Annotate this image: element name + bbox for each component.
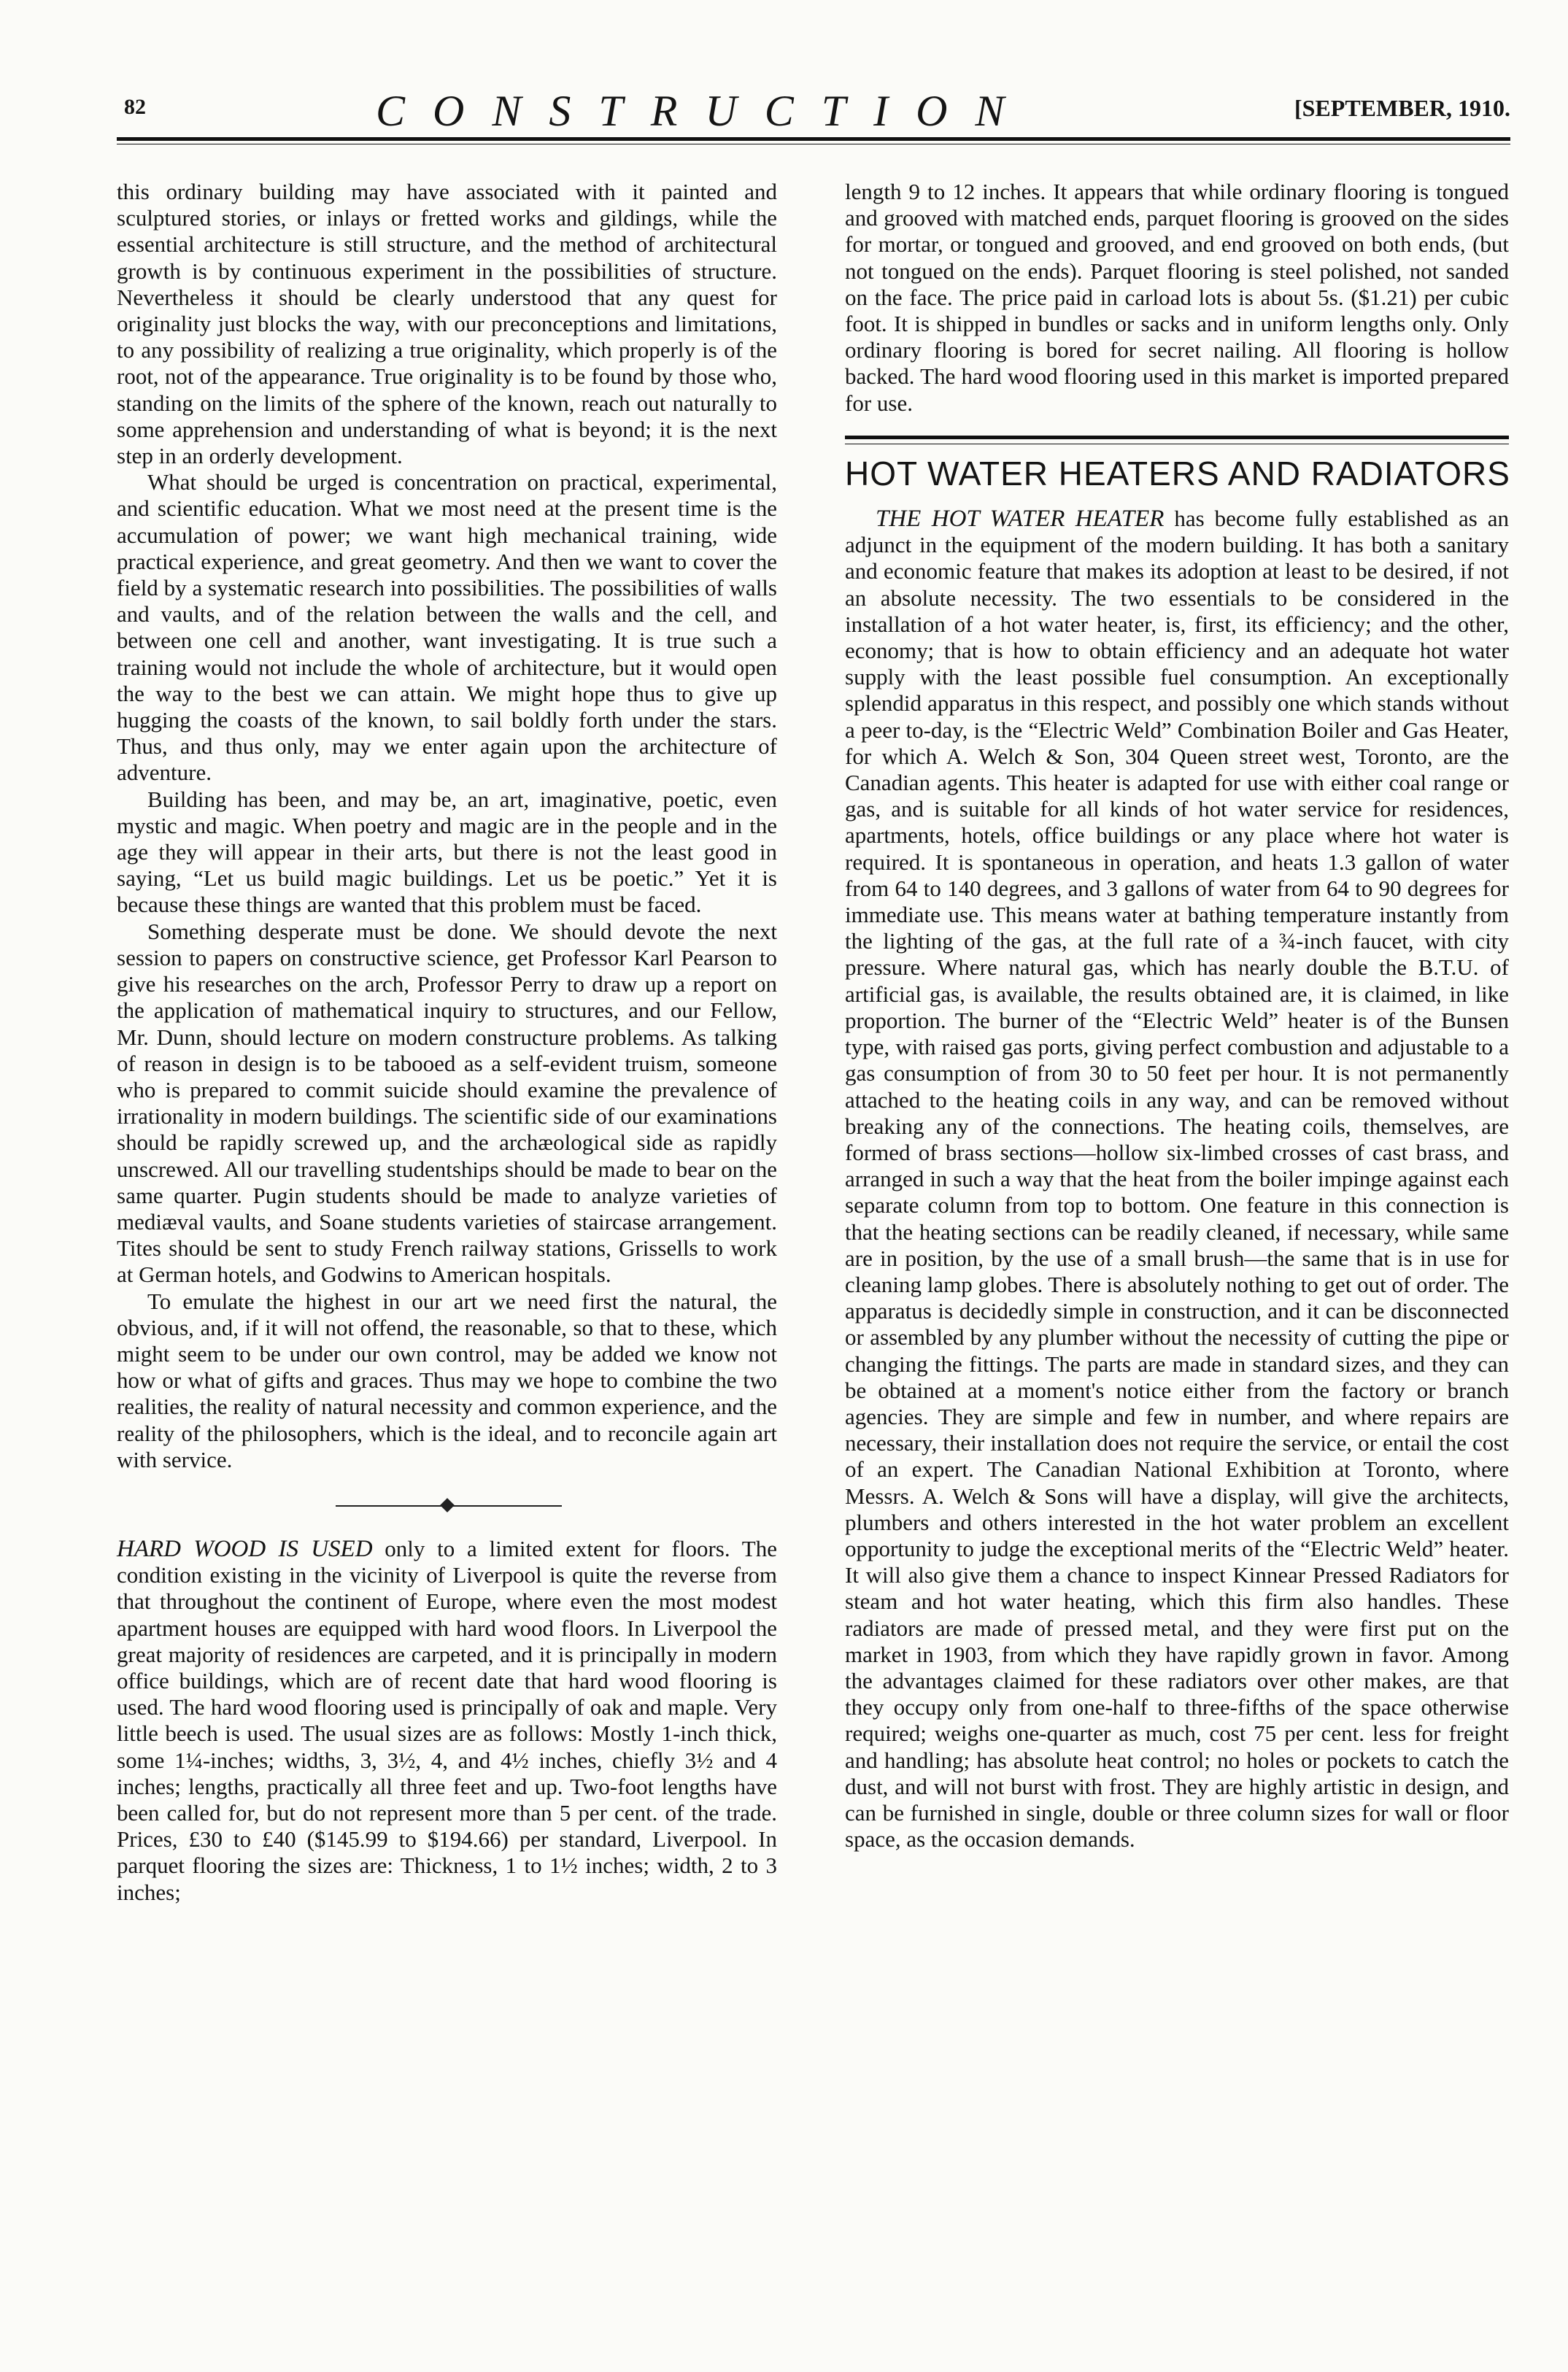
issue-date: [SEPTEMBER, 1910.	[1294, 95, 1510, 121]
page-header	[117, 88, 1510, 139]
heater-article	[845, 506, 1509, 1853]
left-column	[117, 179, 777, 1906]
article-body: has become fully established as an adjunct in the equipment of the modern building. It has both a sanitary and economic feature that makes its adoption at least to be desired, if not an absolute necessity. The two essentials to be considered in the installation of a hot water heater, is, first, its efficiency; and the other, economy; that is how to obtain efficiency and an adequate hot water supply with the least possible fuel consumption. An exceptionally splendid apparatus in this respect, and possibly one which stands without a peer to-day, is the “Electric Weld” Combination Boiler and Gas Heater, for which A. Welch & Son, 304 Queen street west, Toronto, are the Canadian agents. This heater is adapted for use with either coal range or gas, and is suitable for all kinds of hot water service for residences, apartments, hotels, office buildings or any place where hot water is required. It is spontaneous in operation, and heats 1.3 gallon of water from 64 to 140 degrees, and 3 gallons of water from 64 to 90 degrees for immediate use. This means water at bathing temperature instantly from the lighting of the gas, at the full rate of a ¾-inch faucet, with city pressure. Where natural gas, which has nearly double the B.T.U. of artificial gas, is available, the results obtained are, it is claimed, in like proportion. The burner of the “Electric Weld” heater is of the Bunsen type, with raised gas ports, giving perfect combustion and adjustable to a gas consumption of from 30 to 50 feet per hour. It is not permanently attached to the heating coils in any way, and can be removed without breaking any of the connections. The heating coils, themselves, are formed of brass sections—hollow six-limbed crosses of cast brass, and arranged in such a way that the heat from the boiler impinge against each separate column from top to bottom. One feature in this connection is that the heating sections can be readily cleaned, if necessary, while same are in position, by the use of a small brush—the same that is in use for cleaning lamp globes. There is absolutely nothing to get out of order. The apparatus is decidedly simple in construction, and it can be disconnected or assembled by any plumber without the necessity of cutting the pipe or changing the fittings. The parts are made in standard sizes, and they can be obtained at a moment's notice either from the factory or branch agencies. They are simple and few in number, and where repairs are necessary, their installation does not require the service, or entail the cost of an expert. The Canadian National Exhibition at Toronto, where Messrs. A. Welch & Sons will have a display, will give the architects, plumbers and others interested in the hot water problem an excellent opportunity to judge the exceptional merits of the “Electric Weld” heater. It will also give them a chance to inspect Kinnear Pressed Radiators for steam and hot water heating, which this firm also handles. These radiators are made of pressed metal, and they were first put on the market in 1903, from which they have rapidly grown in favor. Among the advantages claimed for these radiators over other makes, are that they occupy only from one-half to three-fifths of the space otherwise required; weighs one-quarter as much, cost 75 per cent. less for freight and handling; has absolute heat control; no holes or pockets to catch the dust, and will not burst with frost. They are highly artistic in design, and can be furnished in single, double or three column sizes for wall or floor space, as the occasion demands.	[845, 506, 1510, 1853]
paragraph: this ordinary building may have associated with it painted and sculptured stories, or inlays or fretted works and gildings, while the essential architecture is still structure, and the method of architectural growth is by continuous experiment in the possibilities of structure. Nevertheless it should be clearly understood that any quest for originality just blocks the way, with our preconceptions and limitations, to any possibility of realizing a true originality, which properly is of the root, not of the appearance. True originality is to be found by those who, standing on the limits of the sphere of the known, reach out naturally to some apprehension and understanding of what is beyond; it is the next step in an orderly development.	[117, 179, 777, 469]
header-rule	[117, 137, 1510, 141]
article-lead: HARD WOOD IS USED	[117, 1535, 373, 1562]
article-separator	[117, 1486, 777, 1524]
magazine-title: CONSTRUCTION	[376, 87, 1032, 135]
hardwood-article	[117, 1536, 777, 1906]
section-rule	[845, 436, 1509, 439]
page-number: 82	[124, 95, 146, 119]
paragraph: Something desperate must be done. We should devote the next session to papers on constructive science, get Professor Karl Pearson to give his researches on the arch, Professor Perry to draw up a report on the application of mathematical inquiry to structures, and our Fellow, Mr. Dunn, should lecture on modern constructure problems. As talking of reason in design is to be tabooed as a self-evident truism, someone who is prepared to commit suicide should examine the prevalence of irrationality in modern buildings. The scientific side of our examinations should be rapidly screwed up, and the archæological side as rapidly unscrewed. All our travelling studentships should be made to bear on the same quarter. Pugin students should be made to analyze varieties of mediæval vaults, and Soane students varieties of staircase arrangement. Tites should be sent to study French railway stations, Grissells to work at German hotels, and Godwins to American hospitals.	[117, 918, 777, 1288]
paragraph: length 9 to 12 inches. It appears that while ordinary flooring is tongued and grooved with matched ends, parquet flooring is grooved on the sides for mortar, or tongued and grooved, and end grooved on both ends, (but not tongued on the ends). Parquet flooring is steel polished, not sanded on the face. The price paid in carload lots is about 5s. ($1.21) per cubic foot. It is shipped in bundles or sacks and in uniform lengths only. Only ordinary flooring is bored for secret nailing. All flooring is hollow backed. The hard wood flooring used in this market is imported prepared for use.	[845, 179, 1509, 416]
paragraph: To emulate the highest in our art we need first the natural, the obvious, and, if it will not offend, the reasonable, so that to these, which might seem to be under our own control, may be added we know not how or what of gifts and graces. Thus may we hope to combine the two realities, the reality of natural necessity and common experience, and the reality of the philosophers, which is the ideal, and to reconcile again art with service.	[117, 1288, 777, 1472]
article-lead: THE HOT WATER HEATER	[876, 506, 1165, 533]
section-heading: HOT WATER HEATERS AND RADIATORS	[845, 454, 1510, 492]
article-body: only to a limited extent for floors. The condition existing in the vicinity of Liverpool is quite the reverse from that throughout the continent of Europe, where even the most modest apartment houses are equipped with hard wood floors. In Liverpool the great majority of residences are carpeted, and it is principally in modern office buildings, which are of recent date that hard wood flooring is used. The hard wood flooring used is principally of oak and maple. Very little beech is used. The usual sizes are as follows: Mostly 1-inch thick, some 1¼-inches; widths, 3, 3½, 4, and 4½ inches, chiefly 3½ and 4 inches; lengths, practically all three feet and up. Two-foot lengths have been called for, but do not represent more than 5 per cent. of the trade. Prices, £30 to £40 ($145.99 to $194.66) per standard, Liverpool. In parquet flooring the sizes are: Thickness, 1 to 1½ inches; width, 2 to 3 inches;	[117, 1535, 777, 1905]
paragraph: Building has been, and may be, an art, imaginative, poetic, even mystic and magic. When poetry and magic are in the people and in the age they will appear in their arts, but there is not the least good in saying, “Let us build magic buildings. Let us be poetic.” Yet it is because these things are wanted that this problem must be faced.	[117, 786, 777, 918]
paragraph: What should be urged is concentration on practical, experimental, and scientific education. What we most need at the present time is the accumulation of power; we want high mechanical training, wide practical experience, and great geometry. And then we want to cover the field by a systematic research into possibilities. The possibilities of walls and vaults, and of the relation between the walls and the cell, and between one cell and another, want investigating. It is true such a training would not include the whole of architecture, but it would open the way to the best we can attain. We might hope thus to give up hugging the coasts of the known, to sail boldly forth under the stars. Thus, and thus only, may we enter again upon the architecture of adventure.	[117, 469, 777, 786]
right-column	[845, 179, 1509, 1853]
diamond-ornament-icon	[440, 1498, 455, 1513]
